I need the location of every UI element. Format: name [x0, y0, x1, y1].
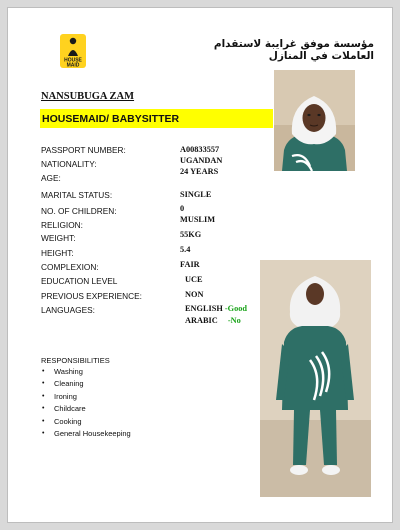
value-children: 0 — [180, 204, 185, 213]
responsibility-text: Ironing — [54, 391, 77, 401]
language-name: ENGLISH — [185, 304, 223, 313]
responsibility-text: Cleaning — [54, 379, 84, 389]
position-highlight — [40, 109, 273, 128]
cv-page — [7, 7, 393, 523]
label-height: HEIGHT: — [41, 248, 74, 258]
bullet-icon: • — [42, 392, 45, 400]
list-item — [41, 366, 131, 378]
list-item — [41, 416, 131, 428]
label-children: NO. OF CHILDREN: — [41, 206, 117, 216]
responsibilities-heading: RESPONSIBILITIES — [41, 356, 110, 365]
language-english — [185, 304, 247, 313]
logo-text-top: HOUSE — [64, 57, 82, 64]
list-item — [41, 428, 131, 440]
agency-name: مؤسسة موفق غرايبة لاستقدام العاملات في المنازل — [213, 38, 374, 62]
label-experience: PREVIOUS EXPERIENCE: — [41, 291, 142, 301]
value-religion: MUSLIM — [180, 215, 216, 224]
list-item — [41, 378, 131, 390]
language-name: ARABIC — [185, 316, 218, 325]
list-item — [41, 391, 131, 403]
language-arabic — [185, 316, 241, 325]
label-age: AGE: — [41, 173, 61, 183]
list-item — [41, 403, 131, 415]
agency-logo — [58, 32, 88, 70]
logo-text-bottom: MAID — [66, 62, 80, 69]
value-weight: 55KG — [180, 230, 202, 239]
language-level: -No — [227, 316, 241, 325]
label-education: EDUCATION LEVEL — [41, 276, 118, 286]
responsibility-text: General Housekeeping — [54, 428, 131, 438]
label-passport-number: PASSPORT NUMBER: — [41, 145, 126, 155]
bullet-icon: • — [42, 368, 45, 375]
label-marital-status: MARITAL STATUS: — [41, 190, 113, 200]
label-weight: WEIGHT: — [41, 233, 76, 243]
candidate-name: NANSUBUGA ZAM — [41, 91, 135, 102]
bullet-icon: • — [42, 429, 45, 437]
value-age: 24 YEARS — [180, 167, 219, 176]
value-experience: NON — [185, 290, 204, 299]
responsibilities-list — [41, 366, 131, 440]
value-education: UCE — [185, 275, 203, 284]
value-complexion: FAIR — [180, 260, 200, 269]
label-nationality: NATIONALITY: — [41, 159, 97, 169]
language-level: -Good — [224, 304, 248, 313]
bullet-icon: • — [42, 417, 45, 425]
responsibility-text: Childcare — [54, 404, 86, 414]
bullet-icon: • — [42, 405, 45, 413]
label-complexion: COMPLEXION: — [41, 262, 99, 272]
responsibility-text: Cooking — [54, 416, 82, 426]
value-height: 5.4 — [180, 245, 191, 254]
value-nationality: UGANDAN — [180, 156, 223, 165]
label-religion: RELIGION: — [41, 220, 83, 230]
responsibility-text: Washing — [54, 367, 83, 376]
bullet-icon: • — [42, 380, 45, 388]
portrait-photo — [274, 70, 355, 171]
value-passport-number: A00833557 — [180, 145, 220, 154]
candidate-position: HOUSEMAID/ BABYSITTER — [42, 113, 180, 125]
full-length-photo — [260, 260, 371, 497]
value-marital-status: SINGLE — [180, 190, 212, 199]
label-languages: LANGUAGES: — [41, 305, 95, 315]
